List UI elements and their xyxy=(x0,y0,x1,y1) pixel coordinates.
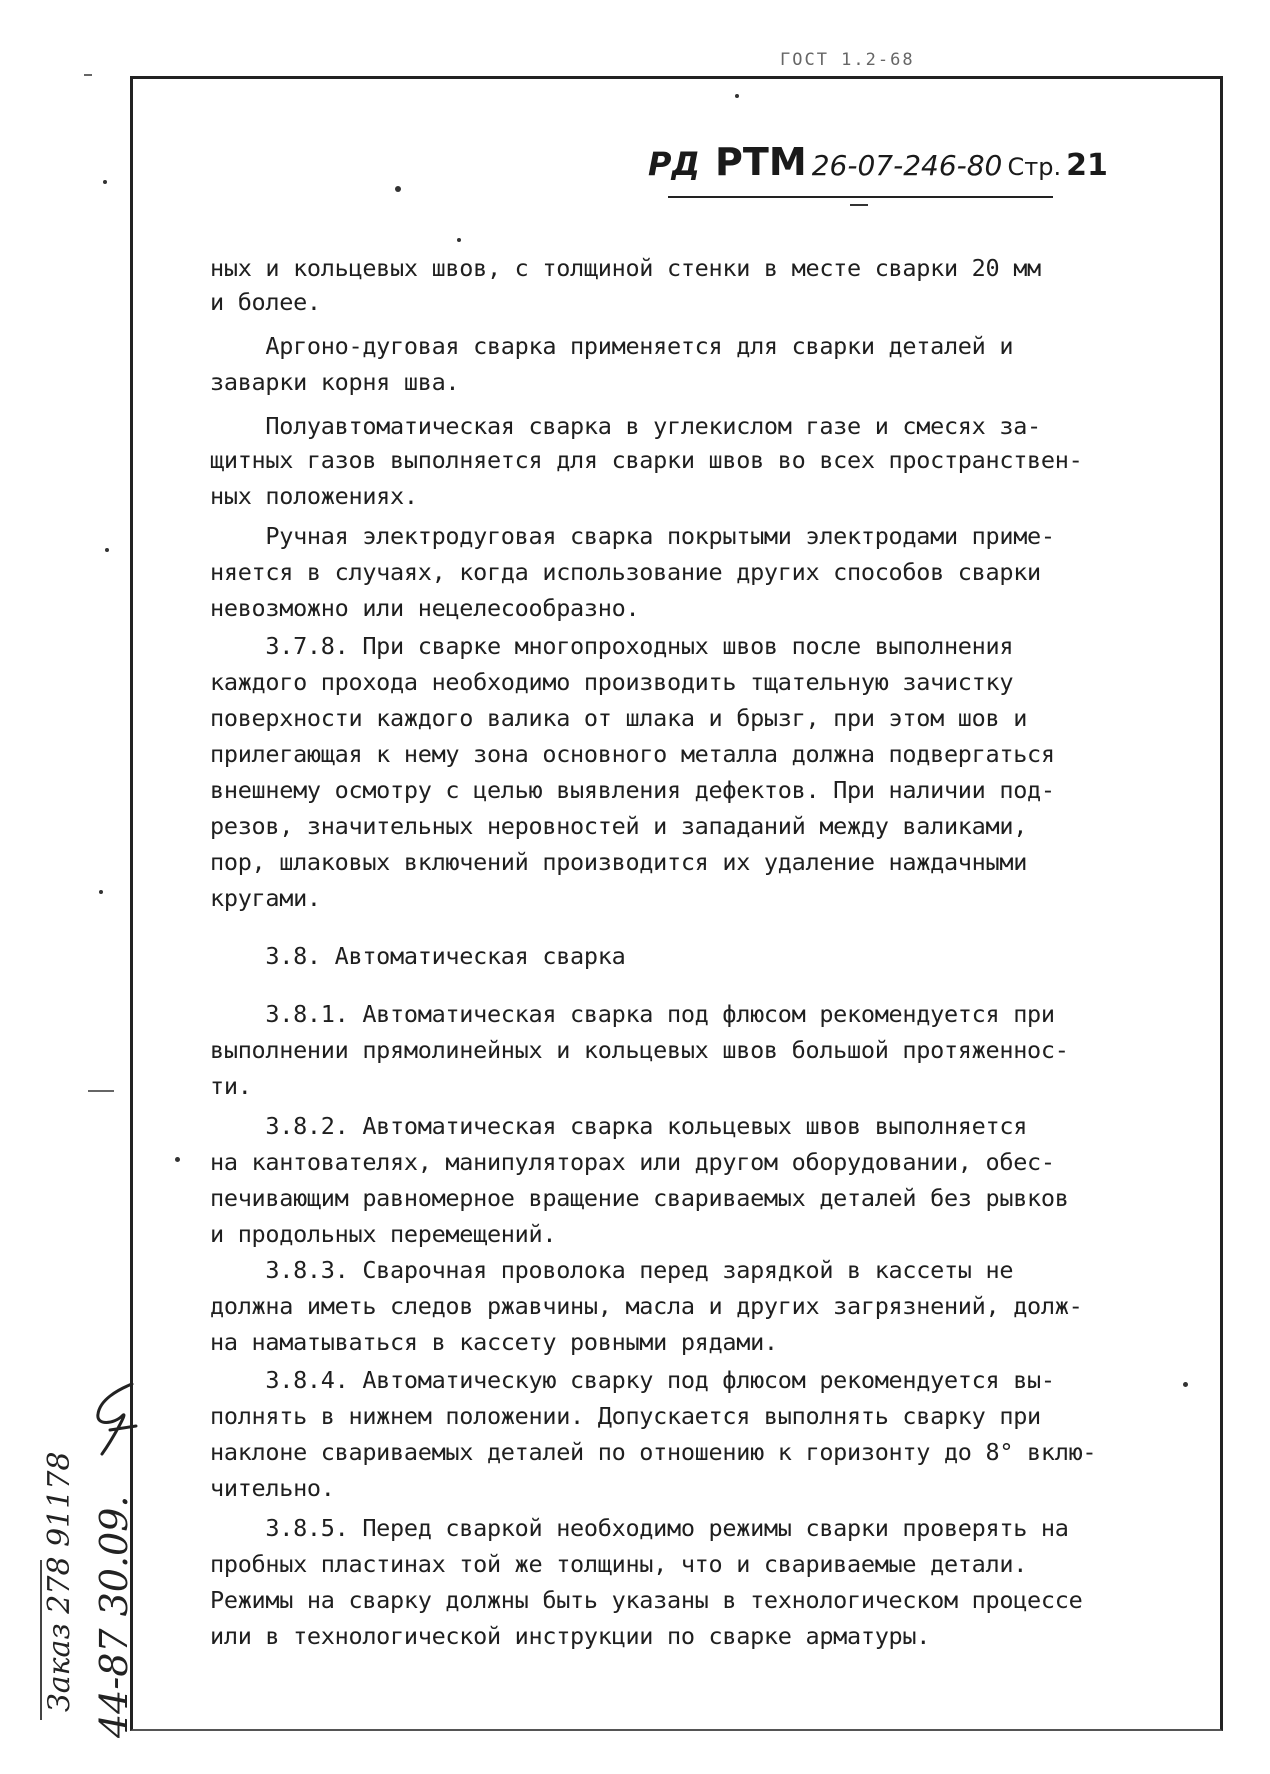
text-line: ных положениях. xyxy=(210,482,418,510)
side-dash xyxy=(84,74,92,76)
header-underline xyxy=(668,196,1053,198)
text-line: резов, значительных неровностей и западаний между валиками, xyxy=(210,812,1028,840)
text-line: печивающим равномерное вращение свариваемых деталей без рывков xyxy=(210,1184,1069,1212)
text-line: 3.8.1. Автоматическая сварка под флюсом рекомендуется при xyxy=(210,1000,1055,1028)
text-line: 3.8.4. Автоматическую сварку под флюсом рекомендуется вы- xyxy=(210,1366,1055,1394)
text-line: поверхности каждого валика от шлака и брызг, при этом шов и xyxy=(210,704,1028,732)
text-line: должна иметь следов ржавчины, масла и других загрязнений, долж- xyxy=(210,1292,1083,1320)
text-line: 3.7.8. При сварке многопроходных швов после выполнения xyxy=(210,632,1014,660)
speck-dot xyxy=(1183,1382,1188,1387)
header-page-number: 21 xyxy=(1066,148,1108,183)
text-line: заварки корня шва. xyxy=(210,368,460,396)
text-line: щитных газов выполняется для сварки швов во всех пространствен- xyxy=(210,446,1083,474)
header-page-label: Стр. xyxy=(1007,153,1062,181)
text-line: на кантователях, манипуляторах или другом оборудовании, обес- xyxy=(210,1148,1055,1176)
speck-dot xyxy=(457,238,461,242)
side-dash xyxy=(88,1090,114,1092)
speck-dot xyxy=(103,180,107,184)
text-line: ных и кольцевых швов, с толщиной стенки в месте сварки 20 мм xyxy=(210,254,1041,282)
text-line: каждого прохода необходимо производить тщательную зачистку xyxy=(210,668,1014,696)
text-line: няется в случаях, когда использование других способов сварки xyxy=(210,558,1041,586)
text-line: пор, шлаковых включений производится их удаление наждачными xyxy=(210,848,1028,876)
top-stamp: ГОСТ 1.2-68 xyxy=(780,50,915,70)
text-line: Аргоно-дуговая сварка применяется для сварки деталей и xyxy=(210,332,1014,360)
header-number: 26-07-246-80 xyxy=(811,149,1003,182)
speck-dot xyxy=(175,1157,180,1162)
text-line: выполнении прямолинейных и кольцевых швов большой протяженнос- xyxy=(210,1036,1069,1064)
section-heading: 3.8. Автоматическая сварка xyxy=(210,942,626,970)
document-header xyxy=(648,140,1108,184)
text-line: ти. xyxy=(210,1072,252,1100)
text-line: и более. xyxy=(210,288,321,316)
margin-note-order: Заказ 278 91178 xyxy=(42,1451,77,1712)
signature-mark xyxy=(92,1380,142,1460)
text-line: Полуавтоматическая сварка в углекислом газе и смесях за- xyxy=(210,412,1041,440)
text-line: и продольных перемещений. xyxy=(210,1220,557,1248)
speck-dot xyxy=(99,890,103,894)
text-line: кругами. xyxy=(210,884,321,912)
text-line: невозможно или нецелесообразно. xyxy=(210,594,640,622)
speck-dot xyxy=(735,94,739,98)
text-line: наклоне свариваемых деталей по отношению к горизонту до 8° вклю- xyxy=(210,1438,1097,1466)
header-tick xyxy=(850,204,868,206)
text-line: пробных пластинах той же толщины, что и свариваемые детали. xyxy=(210,1550,1028,1578)
text-line: 3.8.3. Сварочная проволока перед зарядкой в кассеты не xyxy=(210,1256,1014,1284)
text-line: внешнему осмотру с целью выявления дефектов. При наличии под- xyxy=(210,776,1055,804)
text-line: 3.8.5. Перед сваркой необходимо режимы сварки проверять на xyxy=(210,1514,1069,1542)
text-line: Ручная электродуговая сварка покрытыми электродами приме- xyxy=(210,522,1055,550)
text-line: 3.8.2. Автоматическая сварка кольцевых швов выполняется xyxy=(210,1112,1028,1140)
header-rtm: РТМ xyxy=(715,140,807,184)
speck-dot xyxy=(395,186,401,192)
margin-note-date: 44-87 30.09. xyxy=(92,1495,136,1738)
text-line: прилегающая к нему зона основного металла должна подвергаться xyxy=(210,740,1055,768)
text-line: на наматываться в кассету ровными рядами. xyxy=(210,1328,778,1356)
text-line: или в технологической инструкции по сварке арматуры. xyxy=(210,1622,931,1650)
text-line: Режимы на сварку должны быть указаны в технологическом процессе xyxy=(210,1586,1083,1614)
text-line: чительно. xyxy=(210,1474,335,1502)
text-line: полнять в нижнем положении. Допускается выполнять сварку при xyxy=(210,1402,1041,1430)
speck-dot xyxy=(105,548,109,552)
header-rd: РД xyxy=(648,145,700,183)
